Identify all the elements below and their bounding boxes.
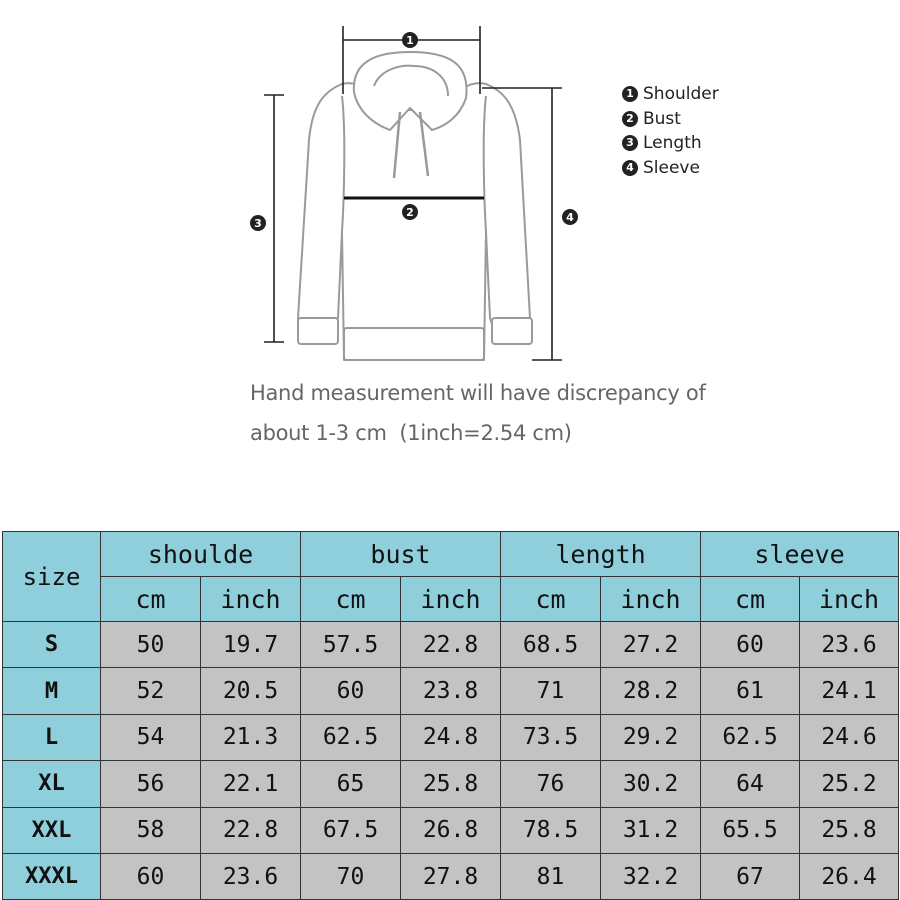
table-cell: 29.2	[601, 714, 701, 760]
unit-header: inch	[401, 577, 501, 622]
group-header-sleeve: sleeve	[701, 532, 899, 577]
legend-label: Sleeve	[643, 157, 700, 178]
legend-label: Length	[643, 133, 702, 153]
table-cell: 27.8	[401, 853, 501, 899]
svg-text:3: 3	[254, 217, 262, 230]
size-label: M	[3, 668, 101, 714]
marker-sleeve	[562, 209, 578, 225]
unit-header: cm	[101, 577, 201, 622]
unit-header: inch	[601, 577, 701, 622]
legend-number: 2	[622, 111, 638, 127]
unit-header: cm	[701, 577, 800, 622]
table-cell: 56	[101, 761, 201, 807]
table-cell: 23.8	[401, 668, 501, 714]
table-cell: 20.5	[201, 668, 301, 714]
marker-length	[250, 215, 266, 231]
table-cell: 67.5	[301, 807, 401, 853]
legend-item-bust	[622, 107, 719, 132]
table-cell: 27.2	[601, 622, 701, 668]
table-cell: 24.8	[401, 714, 501, 760]
size-label: S	[3, 622, 101, 668]
table-cell: 19.7	[201, 622, 301, 668]
table-cell: 21.3	[201, 714, 301, 760]
measurement-legend	[622, 82, 719, 180]
table-cell: 60	[301, 668, 401, 714]
table-cell: 70	[301, 853, 401, 899]
legend-number: 3	[622, 135, 638, 151]
table-cell: 24.6	[800, 714, 899, 760]
table-cell: 31.2	[601, 807, 701, 853]
size-row-s	[3, 622, 899, 668]
group-header-shoulder: shoulde	[101, 532, 301, 577]
measurement-note-line2: about 1-3 cm (1inch=2.54 cm)	[250, 421, 572, 445]
table-cell: 60	[101, 853, 201, 899]
size-row-xl	[3, 761, 899, 807]
size-column-header: size	[3, 532, 101, 622]
table-cell: 26.8	[401, 807, 501, 853]
unit-header: inch	[800, 577, 899, 622]
unit-header: cm	[501, 577, 601, 622]
size-label: XXL	[3, 807, 101, 853]
table-cell: 62.5	[701, 714, 800, 760]
size-row-xxl	[3, 807, 899, 853]
table-cell: 30.2	[601, 761, 701, 807]
table-cell: 25.8	[401, 761, 501, 807]
svg-text:1: 1	[406, 34, 414, 47]
legend-label: Shoulder	[643, 84, 719, 104]
table-cell: 64	[701, 761, 800, 807]
measurement-note-line1: Hand measurement will have discrepancy of	[250, 381, 706, 405]
unit-header: inch	[201, 577, 301, 622]
table-cell: 76	[501, 761, 601, 807]
group-header-length: length	[501, 532, 701, 577]
table-cell: 65.5	[701, 807, 800, 853]
table-cell: 25.2	[800, 761, 899, 807]
size-table-body	[3, 622, 899, 900]
size-label: XL	[3, 761, 101, 807]
legend-number: 1	[622, 86, 638, 102]
table-cell: 78.5	[501, 807, 601, 853]
size-label: L	[3, 714, 101, 760]
table-cell: 60	[701, 622, 800, 668]
marker-bust	[402, 204, 418, 220]
table-cell: 71	[501, 668, 601, 714]
table-cell: 23.6	[201, 853, 301, 899]
table-cell: 58	[101, 807, 201, 853]
table-cell: 67	[701, 853, 800, 899]
table-cell: 57.5	[301, 622, 401, 668]
group-header-bust: bust	[301, 532, 501, 577]
table-cell: 62.5	[301, 714, 401, 760]
table-cell: 50	[101, 622, 201, 668]
legend-item-shoulder	[622, 82, 719, 107]
table-cell: 52	[101, 668, 201, 714]
table-cell: 23.6	[800, 622, 899, 668]
table-cell: 26.4	[800, 853, 899, 899]
cuff-right	[492, 318, 532, 344]
marker-shoulder	[402, 32, 418, 48]
table-cell: 54	[101, 714, 201, 760]
table-cell: 22.8	[201, 807, 301, 853]
svg-text:4: 4	[566, 211, 574, 224]
table-cell: 65	[301, 761, 401, 807]
legend-label: Bust	[643, 108, 681, 129]
waistband	[344, 328, 484, 360]
table-cell: 81	[501, 853, 601, 899]
svg-text:2: 2	[406, 206, 414, 219]
legend-item-sleeve	[622, 156, 719, 181]
size-label: XXXL	[3, 853, 101, 899]
table-cell: 28.2	[601, 668, 701, 714]
cuff-left	[298, 318, 338, 344]
size-row-xxxl	[3, 853, 899, 899]
table-cell: 24.1	[800, 668, 899, 714]
table-cell: 61	[701, 668, 800, 714]
unit-header: cm	[301, 577, 401, 622]
size-row-m	[3, 668, 899, 714]
legend-item-length	[622, 131, 719, 156]
table-cell: 22.8	[401, 622, 501, 668]
size-row-l	[3, 714, 899, 760]
size-chart-table	[2, 531, 899, 900]
legend-number: 4	[622, 160, 638, 176]
table-cell: 32.2	[601, 853, 701, 899]
table-cell: 25.8	[800, 807, 899, 853]
table-cell: 73.5	[501, 714, 601, 760]
table-cell: 22.1	[201, 761, 301, 807]
table-cell: 68.5	[501, 622, 601, 668]
